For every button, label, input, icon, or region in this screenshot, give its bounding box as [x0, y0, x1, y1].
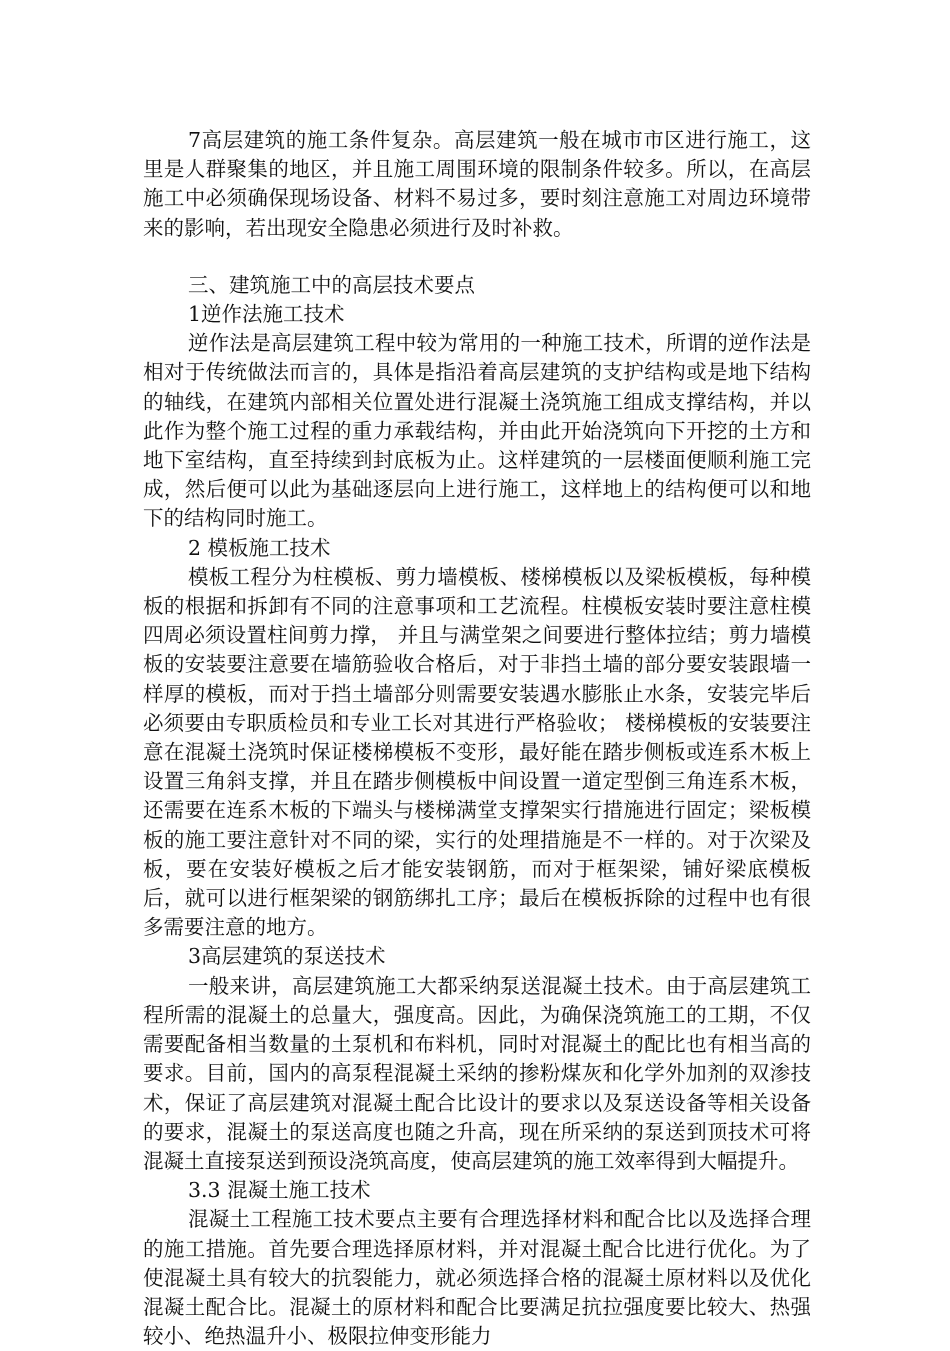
subheading-top-down-method: 1逆作法施工技术	[188, 302, 345, 327]
paragraph-concrete: 混凝土工程施工技术要点主要有合理选择材料和配合比以及选择合理的施工措施。首先要合理选择原材料，并对混凝土配合比进行优化。为了使混凝土具有较大的抗裂能力，就必须选择合格的混凝土原材料以及优化混凝土配合比。混凝土的原材料和配合比要满足抗拉强度要比较大、热强较小、绝热温升小、极限拉伸变形能力	[143, 1207, 811, 1349]
paragraph-top-down-method: 逆作法是高层建筑工程中较为常用的一种施工技术，所谓的逆作法是相对于传统做法而言的，具体是指沿着高层建筑的支护结构或是地下结构的轴线，在建筑内部相关位置处进行混凝土浇筑施工组成支撑结构，并以此作为整个施工过程的重力承载结构，并由此开始浇筑向下开挖的土方和地下室结构，直至持续到封底板为止。这样建筑的一层楼面便顺利施工完成，然后便可以此为基础逐层向上进行施工，这样地上的结构便可以和地下的结构同时施工。	[143, 331, 811, 531]
subheading-formwork: 2 模板施工技术	[188, 535, 331, 560]
paragraph-pumping: 一般来讲，高层建筑施工大都采纳泵送混凝土技术。由于高层建筑工程所需的混凝土的总量大，强度高。因此，为确保浇筑施工的工期，不仅需要配备相当数量的土泵机和布料机，同时对混凝土的配比也有相当高的要求。目前，国内的高泵程混凝土采纳的掺粉煤灰和化学外加剂的双渗技术，保证了高层建筑对混凝土配合比设计的要求以及泵送设备等相关设备的要求，混凝土的泵送高度也随之升高，现在所采纳的泵送到顶技术可将混凝土直接泵送到预设浇筑高度，使高层建筑的施工效率得到大幅提升。	[143, 973, 811, 1173]
paragraph-construction-conditions: 7高层建筑的施工条件复杂。高层建筑一般在城市市区进行施工，这里是人群聚集的地区，并且施工周围环境的限制条件较多。所以，在高层施工中必须确保现场设备、材料不易过多，要时刻注意施工对周边环境带来的影响，若出现安全隐患必须进行及时补救。	[143, 128, 811, 240]
subheading-concrete: 3.3 混凝土施工技术	[188, 1178, 371, 1203]
section-heading-key-points: 三、建筑施工中的高层技术要点	[188, 272, 475, 297]
subheading-pumping: 3高层建筑的泵送技术	[188, 944, 386, 969]
paragraph-formwork: 模板工程分为柱模板、剪力墙模板、楼梯模板以及梁板模板，每种模板的根据和拆卸有不同的注意事项和工艺流程。柱模板安装时要注意柱模四周必须设置柱间剪力撑， 并且与满堂架之间要进行整体拉结；剪力墙模板的安装要注意要在墙筋验收合格后，对于非挡土墙的部分要安装跟墙一样厚的模板，而对于挡土墙部分则需要安装遇水膨胀止水条，安装完毕后必须要由专职质检员和专业工长对其进行严格验收； 楼梯模板的安装要注意在混凝土浇筑时保证楼梯模板不变形，最好能在踏步侧板或连系木板上设置三角斜支撑，并且在踏步侧模板中间设置一道定型倒三角连系木板，还需要在连系木板的下端头与楼梯满堂支撑架实行措施进行固定；梁板模板的施工要注意针对不同的梁，实行的处理措施是不一样的。对于次梁及板，要在安装好模板之后才能安装钢筋，而对于框架梁，铺好梁底模板后，就可以进行框架梁的钢筋绑扎工序；最后在模板拆除的过程中也有很多需要注意的地方。	[143, 564, 811, 940]
document-page	[143, 126, 811, 1351]
